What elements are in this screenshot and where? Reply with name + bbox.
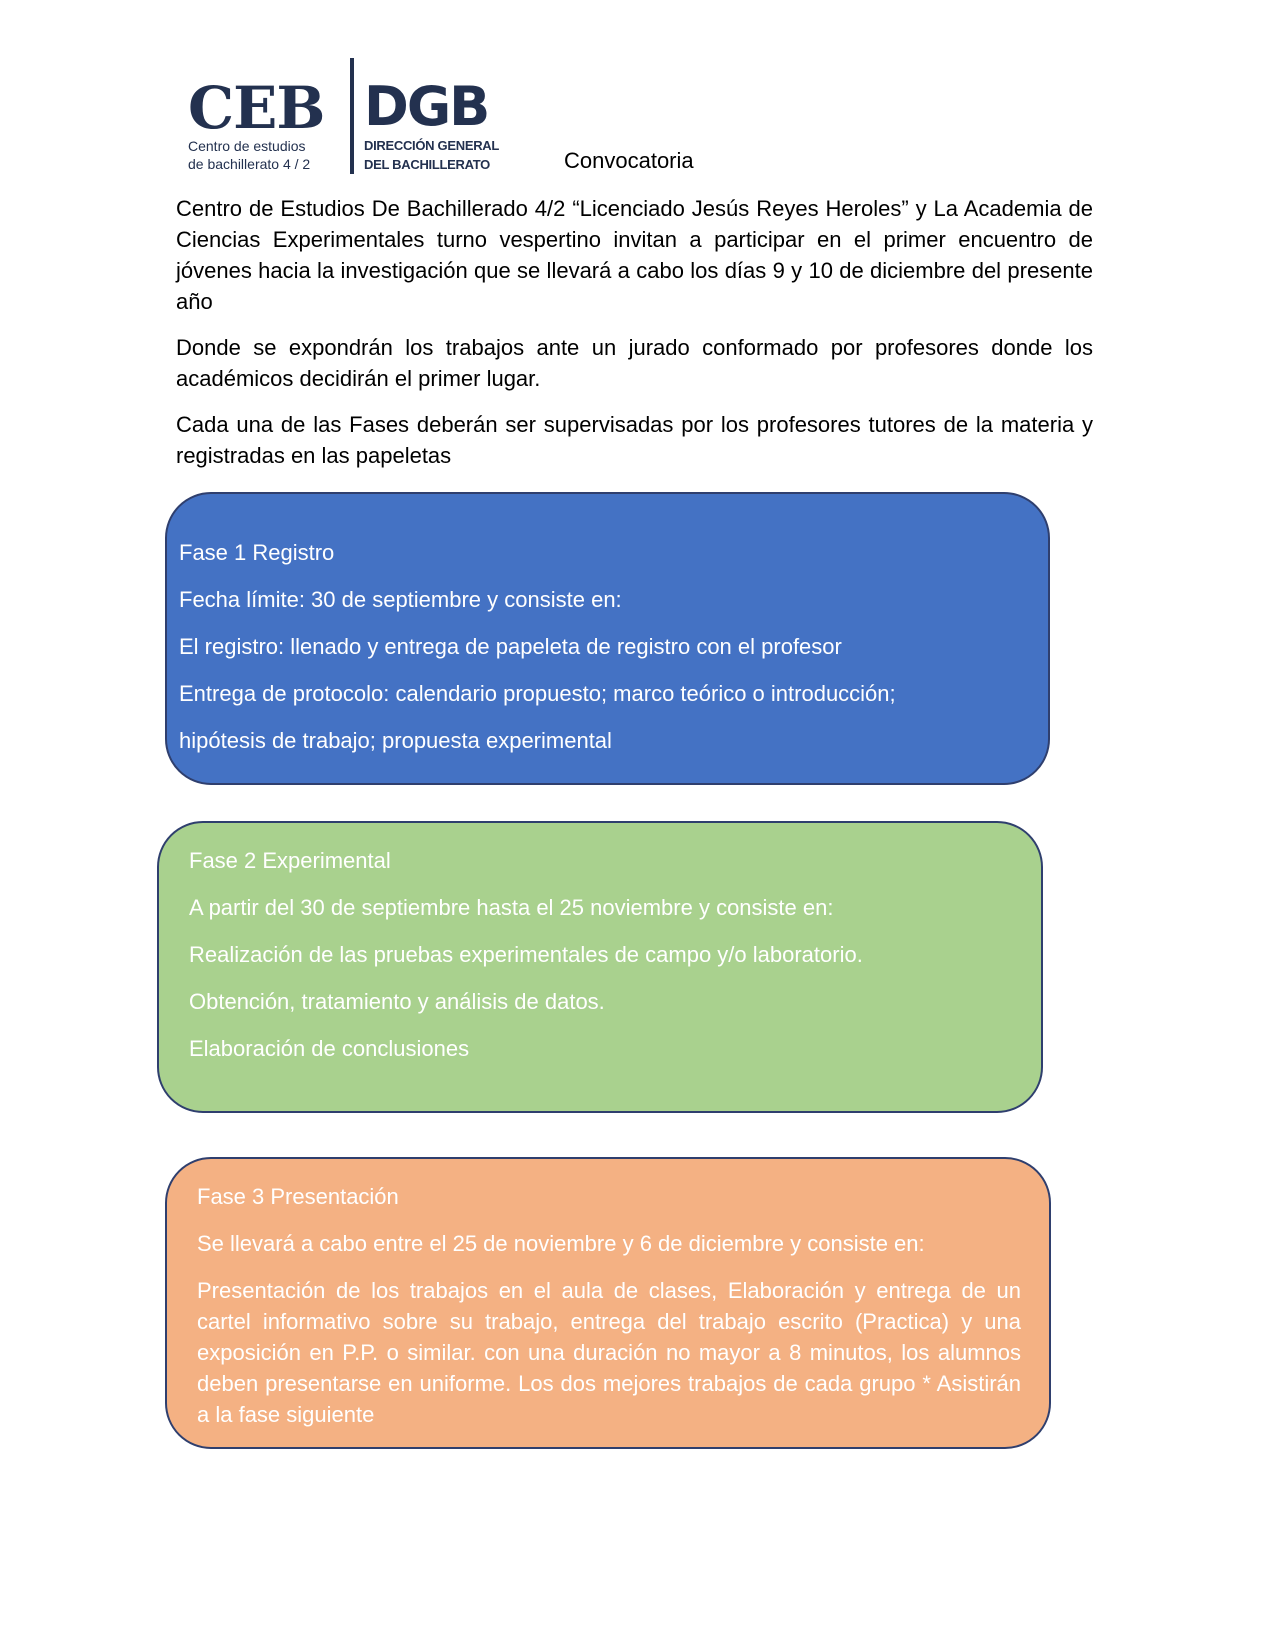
intro-paragraph-1: Centro de Estudios De Bachillerado 4/2 “Licenciado Jesús Reyes Heroles” y La Academia de Ciencias Experimentales turno vespertino invitan a participar en el primer encuentro de jóvenes hacia la investigación que se llevará a cabo los días 9 y 10 de diciembre del presente año bbox=[176, 196, 1093, 314]
fase-1-line-2: El registro: llenado y entrega de papeleta de registro con el profesor bbox=[179, 634, 842, 659]
fase-2-line-3: Obtención, tratamiento y análisis de datos. bbox=[189, 989, 605, 1014]
ceb-logo-text: CEB bbox=[188, 74, 325, 142]
dgb-logo-text: DGB bbox=[364, 75, 489, 138]
ceb-logo-subtitle-2: de bachillerato 4 / 2 bbox=[188, 156, 311, 172]
fase-2-line-4: Elaboración de conclusiones bbox=[189, 1036, 470, 1061]
ceb-logo-subtitle-1: Centro de estudios bbox=[188, 138, 306, 154]
ceb-logo bbox=[188, 74, 338, 172]
fase-1-line-1: Fecha límite: 30 de septiembre y consiste en: bbox=[179, 587, 622, 612]
fase-1-title: Fase 1 Registro bbox=[179, 540, 335, 565]
fase-3-title: Fase 3 Presentación bbox=[197, 1184, 399, 1209]
dgb-logo-subtitle-1: DIRECCIÓN GENERAL bbox=[364, 138, 500, 153]
intro-paragraph-2: Donde se expondrán los trabajos ante un jurado conformado por profesores donde los académicos decidirán el primer lugar. bbox=[176, 335, 1093, 391]
fase-3-box bbox=[165, 1157, 1051, 1449]
fase-2-line-1: A partir del 30 de septiembre hasta el 25 noviembre y consiste en: bbox=[189, 895, 834, 920]
fase-2-box bbox=[157, 821, 1043, 1113]
page-title: Convocatoria bbox=[564, 148, 694, 173]
intro-paragraph-3: Cada una de las Fases deberán ser supervisadas por los profesores tutores de la materia y registradas en las papeletas bbox=[176, 412, 1093, 468]
dgb-logo bbox=[364, 75, 514, 172]
fase-2-title: Fase 2 Experimental bbox=[189, 848, 391, 873]
fase-1-line-3: Entrega de protocolo: calendario propuesto; marco teórico o introducción; bbox=[179, 681, 896, 706]
logo-divider bbox=[350, 58, 354, 174]
fase-2-line-2: Realización de las pruebas experimentales de campo y/o laboratorio. bbox=[189, 942, 863, 967]
fase-3-line-1: Se llevará a cabo entre el 25 de noviembre y 6 de diciembre y consiste en: bbox=[197, 1231, 925, 1256]
fase-1-line-4: hipótesis de trabajo; propuesta experimental bbox=[179, 728, 612, 753]
fase-1-box bbox=[165, 492, 1050, 785]
fase-3-paragraph: Presentación de los trabajos en el aula de clases, Elaboración y entrega de un cartel informativo sobre su trabajo, entrega del trabajo escrito (Practica) y una exposición en P.P. o similar. con una duración no mayor a 8 minutos, los alumnos deben presentarse en uniforme. Los dos mejores trabajos de cada grupo * Asistirán a la fase siguiente bbox=[197, 1278, 1021, 1427]
intro-section bbox=[176, 193, 1093, 486]
dgb-logo-subtitle-2: DEL BACHILLERATO bbox=[364, 157, 490, 172]
